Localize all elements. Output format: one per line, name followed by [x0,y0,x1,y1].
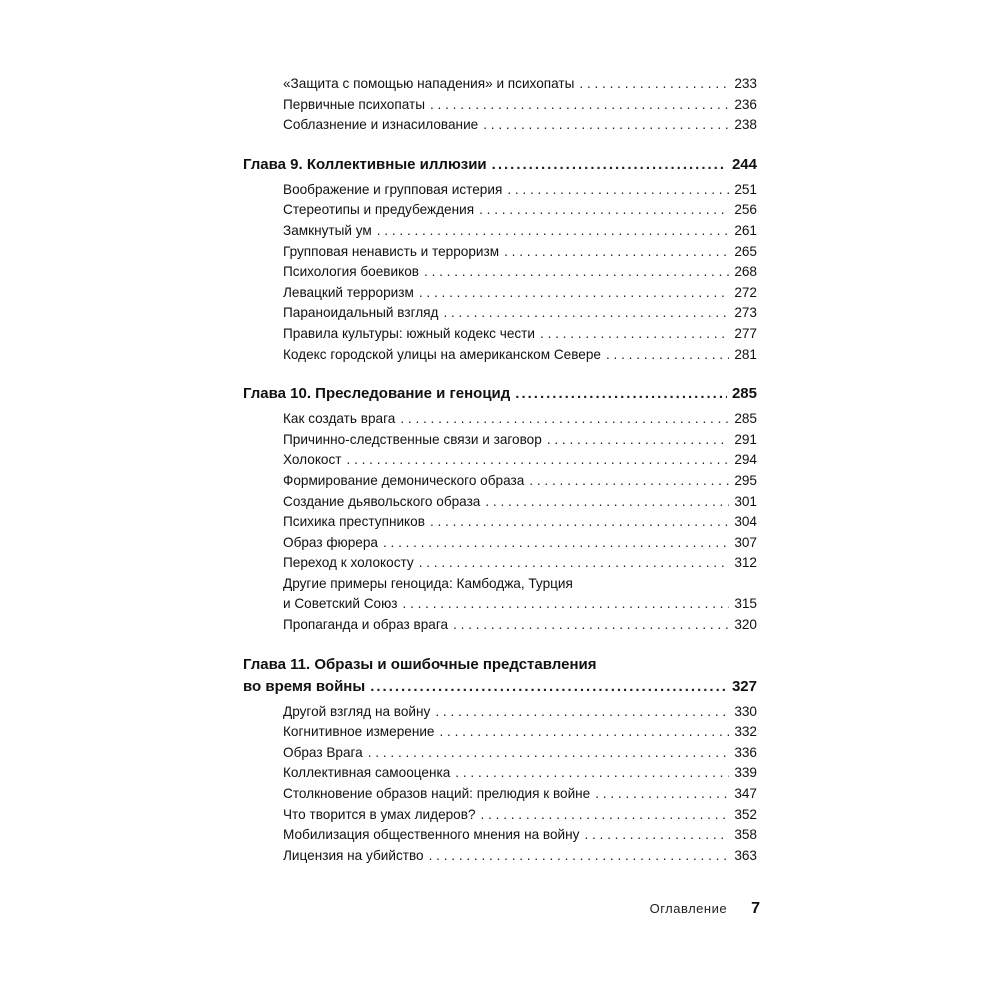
toc-entry-title: Первичные психопаты [283,96,425,112]
toc-entry [243,409,757,430]
toc-entry-page: 268 [734,264,757,280]
toc-entry [243,242,757,263]
toc-entry-title: Замкнутый ум [283,222,372,238]
toc-entry-title: Переход к холокосту [283,555,414,571]
dot-leader [435,702,729,723]
running-footer-label: Оглавление [649,901,728,916]
toc-chapter-title: Глава 10. Преследование и геноцид [243,385,511,403]
toc-entry-page: 273 [734,305,757,321]
toc-entry-title: Стереотипы и предубеждения [283,202,475,218]
dot-leader [579,74,729,95]
toc-chapter-title: Глава 9. Коллективные иллюзии [243,155,487,173]
page-number: 7 [751,900,760,917]
toc-chapter-page: 244 [731,155,757,173]
toc-entry-page: 363 [734,847,757,863]
chapter-11-entries [243,702,757,867]
dot-leader [584,825,729,846]
toc-entry [243,324,757,345]
toc-entry-title: Холокост [283,452,342,468]
toc-entry-page: 332 [734,724,757,740]
toc-entry-title: «Защита с помощью нападения» и психопаты [283,76,575,91]
toc-entry-title: Формирование демонического образа [283,472,525,488]
toc-entry-page: 307 [734,534,757,550]
toc-entry-page: 358 [734,827,757,843]
toc-entry-title: Другие примеры геноцида: Камбоджа, Турция [283,575,573,591]
toc-entry-title: Как создать врага [283,411,396,427]
dot-leader [515,383,727,405]
dot-leader [455,763,729,784]
dot-leader [377,221,730,242]
dot-leader [443,303,729,324]
toc-entry-title: Что творится в умах лидеров? [283,806,476,822]
dot-leader [595,784,729,805]
toc-entry-page: 236 [734,96,757,112]
toc-entry-title: Параноидальный взгляд [283,305,439,321]
dot-leader [368,743,730,764]
dot-leader [430,512,729,533]
toc-entry-page: 320 [734,617,757,633]
toc-entry-page: 295 [734,472,757,488]
toc-entry [243,743,757,764]
toc-entry [243,805,757,826]
toc-entry-page: 261 [734,222,757,238]
dot-leader [403,594,730,615]
toc-entry-title: Кодекс городской улицы на американском Севере [283,346,601,362]
toc-entry-page: 291 [734,431,757,447]
toc-entry [243,262,757,283]
toc-entry-page: 233 [734,76,757,91]
toc-entry-page: 339 [734,765,757,781]
dot-leader [504,242,729,263]
toc-entry-title: Левацкий терроризм [283,284,414,300]
table-of-contents [243,74,757,866]
toc-entry-page: 281 [734,346,757,362]
toc-entry-title: Пропаганда и образ врага [283,617,449,633]
toc-entry-page: 315 [734,596,757,612]
dot-leader [540,324,729,345]
toc-entry-title: Создание дьявольского образа [283,493,481,509]
toc-entry-page: 347 [734,786,757,802]
toc-entry-page: 238 [734,117,757,133]
toc-entry [243,722,757,743]
toc-entry-page: 277 [734,325,757,341]
chapter-9-entries [243,180,757,365]
toc-entry [243,115,757,136]
toc-entry-title: Групповая ненависть и терроризм [283,243,500,259]
toc-entry [243,846,757,867]
toc-entry-title: Образ фюрера [283,534,378,550]
toc-entry [243,615,757,636]
dot-leader [606,345,729,366]
toc-entry-page: 256 [734,202,757,218]
toc-entry [243,702,757,723]
toc-entry-title: Воображение и групповая истерия [283,181,503,197]
toc-chapter-9 [243,154,757,176]
toc-entry [243,763,757,784]
toc-entry [243,345,757,366]
toc-chapter-page: 327 [731,677,757,695]
toc-entry [243,594,757,615]
dot-leader [424,262,729,283]
toc-entry-title: Мобилизация общественного мнения на войну [283,827,580,843]
dot-leader [429,846,730,867]
dot-leader [383,533,729,554]
toc-entry [243,221,757,242]
toc-entry-page: 285 [734,411,757,427]
toc-entry [243,825,757,846]
toc-entry-page: 304 [734,514,757,530]
toc-entry [243,430,757,451]
toc-entry-title: Образ Врага [283,744,363,760]
dot-leader [485,492,729,513]
toc-chapter-11-title-line1: Глава 11. Образы и ошибочные представления [243,655,597,673]
dot-leader [347,450,730,471]
dot-leader [400,409,729,430]
toc-entry [243,303,757,324]
toc-entry-page: 352 [734,806,757,822]
toc-entry [243,533,757,554]
toc-entry-page: 336 [734,744,757,760]
toc-entry [243,512,757,533]
toc-entry [243,180,757,201]
toc-chapter-11 [243,676,757,698]
toc-entry-page: 251 [734,181,757,197]
toc-entry-page: 301 [734,493,757,509]
toc-entry-page: 294 [734,452,757,468]
dot-leader [479,200,729,221]
dot-leader [507,180,729,201]
toc-entry-title: и Советский Союз [283,596,398,612]
toc-entry-title: Когнитивное измерение [283,724,435,740]
toc-entry [243,492,757,513]
dot-leader [481,805,730,826]
toc-entry-page: 312 [734,555,757,571]
dot-leader [419,283,729,304]
dot-leader [370,676,727,698]
toc-entry-title: Лицензия на убийство [283,847,424,863]
toc-entry-page: 272 [734,284,757,300]
chapter-10-entries [243,409,757,636]
toc-entry-title: Коллективная самооценка [283,765,451,781]
toc-entry [243,450,757,471]
toc-entry [243,95,757,116]
toc-entry-title: Психология боевиков [283,264,420,280]
dot-leader [453,615,729,636]
toc-entry-title: Психика преступников [283,514,425,530]
dot-leader [529,471,729,492]
toc-entry-first-line [243,574,757,595]
toc-entry-title: Причинно-следственные связи и заговор [283,431,542,447]
dot-leader [440,722,730,743]
toc-entry-title: Другой взгляд на войну [283,703,431,719]
toc-entry [243,283,757,304]
toc-chapter-10 [243,383,757,405]
toc-entry-title: Правила культуры: южный кодекс чести [283,325,536,341]
dot-leader [430,95,729,116]
toc-entry [243,553,757,574]
page-footer [600,900,760,918]
toc-entry-title: Соблазнение и изнасилование [283,117,479,133]
toc-entry [243,784,757,805]
toc-entry-title: Столкновение образов наций: прелюдия к войне [283,786,591,802]
dot-leader [547,430,730,451]
toc-chapter-page: 285 [731,385,757,403]
toc-entry [243,200,757,221]
toc-entry-page: 330 [734,703,757,719]
dot-leader [419,553,730,574]
dot-leader [483,115,729,136]
toc-entry-page: 265 [734,243,757,259]
dot-leader [492,154,727,176]
toc-chapter-title: во время войны [243,677,366,695]
toc-entry [243,471,757,492]
toc-entry [243,74,757,95]
